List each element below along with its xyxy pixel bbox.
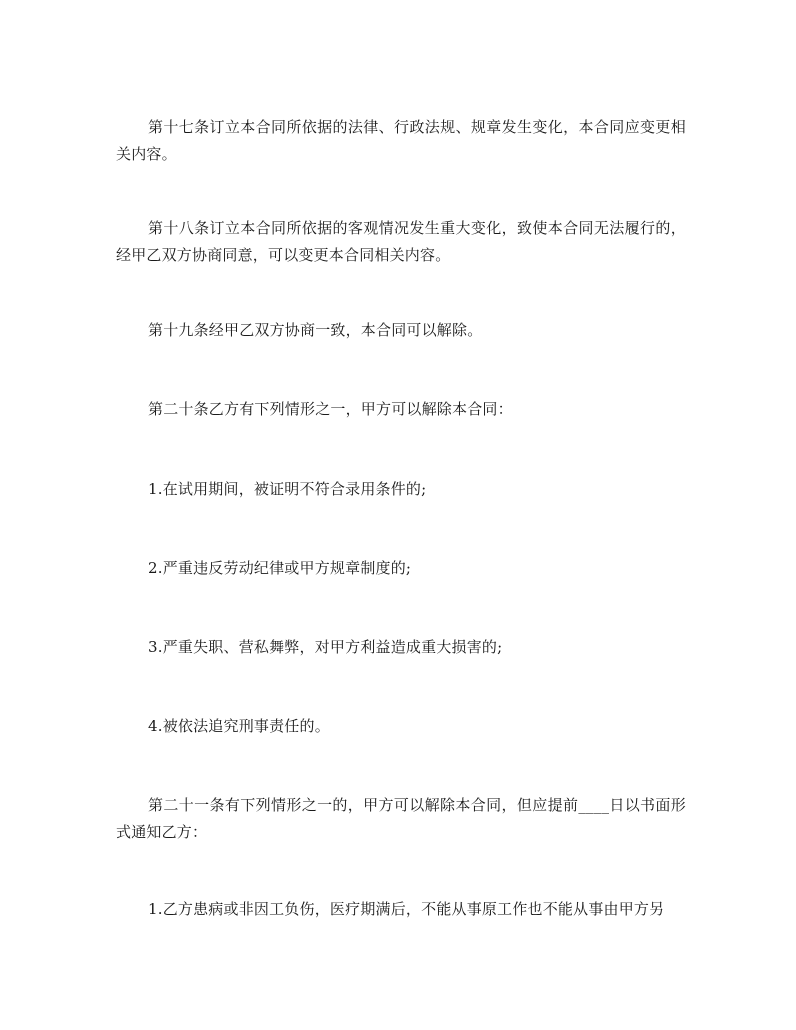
article-21-paragraph: 第二十一条有下列情形之一的，甲方可以解除本合同，但应提前____日以书面形式通知乙方： xyxy=(116,796,686,841)
article-20-item-1: 1.在试用期间，被证明不符合录用条件的; xyxy=(148,480,427,498)
article-17-paragraph: 第十七条订立本合同所依据的法律、行政法规、规章发生变化，本合同应变更相关内容。 xyxy=(116,118,686,163)
article-21-item-1: 1.乙方患病或非因工负伤，医疗期满后，不能从事原工作也不能从事由甲方另 xyxy=(148,900,665,918)
article-19-paragraph: 第十九条经甲乙双方协商一致，本合同可以解除。 xyxy=(148,321,483,339)
article-20-item-2: 2.严重违反劳动纪律或甲方规章制度的; xyxy=(148,559,412,577)
article-20-item-3: 3.严重失职、营私舞弊，对甲方利益造成重大损害的; xyxy=(148,638,503,656)
article-20-paragraph: 第二十条乙方有下列情形之一，甲方可以解除本合同： xyxy=(148,400,513,418)
article-18-paragraph: 第十八条订立本合同所依据的客观情况发生重大变化，致使本合同无法履行的，经甲乙双方协商同意，可以变更本合同相关内容。 xyxy=(116,219,686,264)
article-20-item-4: 4.被依法追究刑事责任的。 xyxy=(148,717,330,735)
